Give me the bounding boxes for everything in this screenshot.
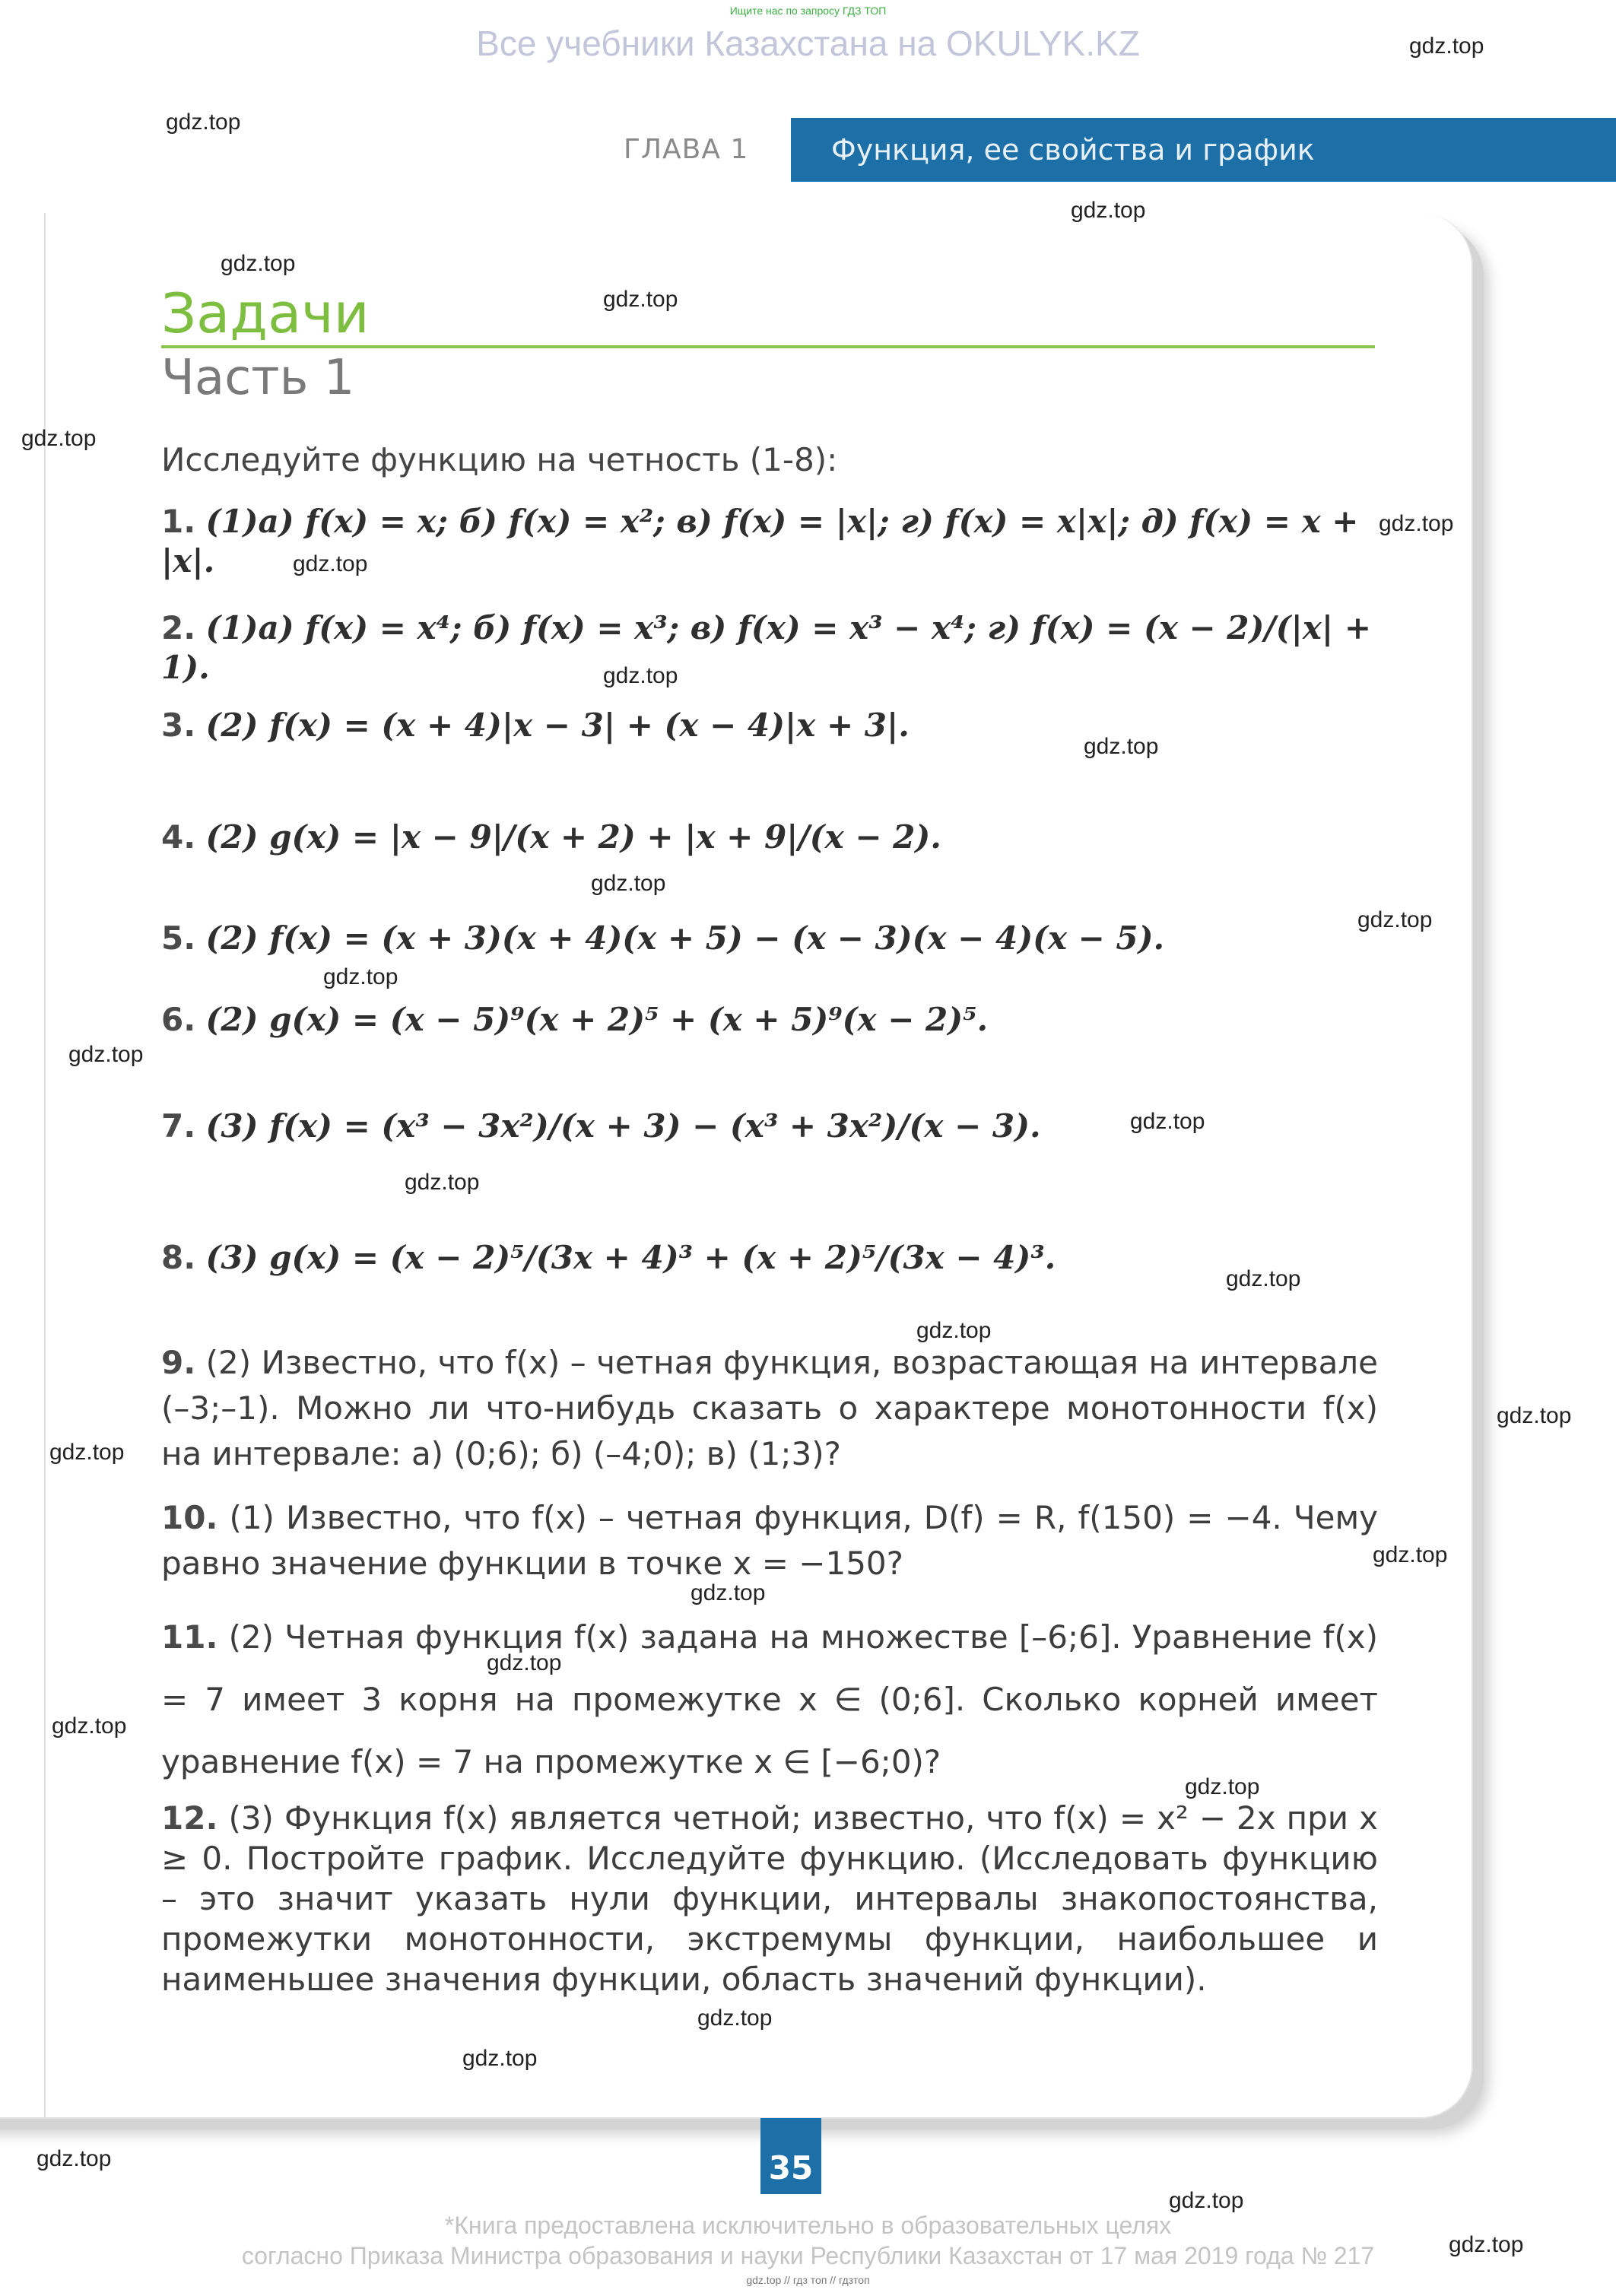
problem-10	[161, 1495, 1378, 1586]
watermark: gdz.top	[52, 1713, 127, 1739]
problem-2	[161, 608, 1378, 688]
page-number: 35	[768, 2149, 814, 2186]
problem-number: 1.	[161, 503, 196, 540]
chapter-title: Функция, ее свойства и график	[831, 133, 1315, 167]
watermark: gdz.top	[603, 287, 678, 312]
problem-text: (3) Функция f(x) является четной; известно, что f(x) = x² − 2x при x ≥ 0. Постройте график. Исследуйте функцию. (Исследовать функцию – это значит указать нули функции, интервалы знакопостоянства, промежутки монотонности, экстремумы функции, наибольшее и наименьшее значения функции, область значений функции).	[161, 1799, 1378, 1998]
problem-text: (2) Четная функция f(x) задана на множестве [–6;6]. Уравнение f(x) = 7 имеет 3 корня на промежутке x ∈ (0;6]. Сколько корней имеет уравнение f(x) = 7 на промежутке x ∈ [−6;0)?	[161, 1618, 1378, 1780]
watermark: gdz.top	[49, 1440, 125, 1465]
watermark: gdz.top	[1084, 734, 1159, 759]
section-subtitle: Часть 1	[161, 350, 355, 406]
problem-number: 4.	[161, 818, 196, 856]
problem-12	[161, 1798, 1378, 1999]
watermark: gdz.top	[1409, 33, 1484, 59]
problem-number: 12.	[161, 1799, 218, 1837]
watermark: gdz.top	[37, 2146, 112, 2171]
problem-text: (2) g(x) = (x − 5)⁹(x + 2)⁵ + (x + 5)⁹(x − 2)⁵.	[205, 1001, 989, 1038]
watermark: gdz.top	[1169, 2188, 1244, 2213]
watermark: gdz.top	[323, 964, 398, 989]
watermark: gdz.top	[1497, 1403, 1572, 1428]
problem-number: 2.	[161, 609, 196, 646]
watermark: gdz.top	[68, 1042, 144, 1067]
problem-4	[161, 818, 1378, 857]
problem-number: 8.	[161, 1239, 196, 1276]
problem-number: 11.	[161, 1618, 218, 1656]
footer-line-1: *Книга предоставлена исключительно в образовательных целях	[444, 2212, 1172, 2239]
problem-11	[161, 1606, 1378, 1793]
instruction-text: Исследуйте функцию на четность (1-8):	[161, 441, 838, 478]
problem-9	[161, 1340, 1378, 1477]
watermark: gdz.top	[1130, 1109, 1205, 1134]
problem-number: 9.	[161, 1344, 196, 1381]
chapter-label: ГЛАВА 1	[624, 134, 749, 165]
problem-6	[161, 1000, 1378, 1040]
watermark: gdz.top	[691, 1580, 766, 1605]
watermark: gdz.top	[293, 551, 368, 576]
site-banner: Все учебники Казахстана на OKULYK.KZ	[476, 24, 1140, 63]
problem-text: (2) f(x) = (x + 4)|x − 3| + (x − 4)|x + 3|.	[205, 707, 910, 744]
watermark: gdz.top	[1379, 511, 1454, 536]
watermark: gdz.top	[1185, 1774, 1260, 1799]
problem-3	[161, 706, 1378, 745]
watermark: gdz.top	[697, 2005, 773, 2031]
bottom-note: gdz.top // гдз топ // гдзтоп	[746, 2274, 870, 2286]
problem-5	[161, 919, 1378, 958]
watermark: gdz.top	[603, 663, 678, 688]
watermark: gdz.top	[1226, 1266, 1301, 1291]
section-divider	[161, 345, 1375, 348]
watermark: gdz.top	[1071, 198, 1146, 223]
watermark: gdz.top	[462, 2046, 538, 2071]
footer-line-2: согласно Приказа Министра образования и науки Республики Казахстан от 17 мая 2019 года № 217	[241, 2242, 1375, 2269]
section-title: Задачи	[161, 281, 370, 345]
problem-number: 6.	[161, 1001, 196, 1038]
watermark: gdz.top	[1373, 1542, 1448, 1567]
problem-text: (2) Известно, что f(x) – четная функция, возрастающая на интервале (–3;–1). Можно ли что-нибудь сказать о характере монотонности f(x) на интервале: а) (0;6); б) (–4;0); в) (1;3)?	[161, 1344, 1378, 1472]
watermark: gdz.top	[1449, 2232, 1524, 2257]
problem-text: (3) f(x) = (x³ − 3x²)/(x + 3) − (x³ + 3x²)/(x − 3).	[205, 1107, 1041, 1145]
problem-text: (2) g(x) = |x − 9|/(x + 2) + |x + 9|/(x − 2).	[205, 818, 941, 856]
problem-text: (1) Известно, что f(x) – четная функция, D(f) = R, f(150) = −4. Чему равно значение функции в точке x = −150?	[161, 1499, 1378, 1582]
problem-text: (3) g(x) = (x − 2)⁵/(3x + 4)³ + (x + 2)⁵/(3x − 4)³.	[205, 1239, 1056, 1276]
watermark: gdz.top	[221, 251, 296, 276]
watermark: gdz.top	[591, 871, 666, 896]
watermark: gdz.top	[487, 1650, 562, 1675]
watermark: gdz.top	[21, 426, 97, 451]
problem-number: 3.	[161, 707, 196, 744]
watermark: gdz.top	[166, 110, 241, 135]
top-note: Ищите нас по запросу ГДЗ ТОП	[729, 5, 887, 17]
watermark: gdz.top	[916, 1318, 992, 1343]
problem-number: 7.	[161, 1107, 196, 1145]
watermark: gdz.top	[405, 1170, 480, 1195]
problem-text: (2) f(x) = (x + 3)(x + 4)(x + 5) − (x − 3)(x − 4)(x − 5).	[205, 919, 1165, 957]
panel-margin-rule	[44, 213, 46, 2117]
problem-text: (1)а) f(x) = x⁴; б) f(x) = x³; в) f(x) = x³ − x⁴; г) f(x) = (x − 2)/(|x| + 1).	[161, 609, 1372, 686]
problem-text: (1)а) f(x) = x; б) f(x) = x²; в) f(x) = |x|; г) f(x) = x|x|; д) f(x) = x + |x|.	[161, 503, 1359, 580]
problem-8	[161, 1238, 1378, 1278]
watermark: gdz.top	[1357, 907, 1433, 932]
problem-number: 10.	[161, 1499, 218, 1536]
problem-number: 5.	[161, 919, 196, 957]
